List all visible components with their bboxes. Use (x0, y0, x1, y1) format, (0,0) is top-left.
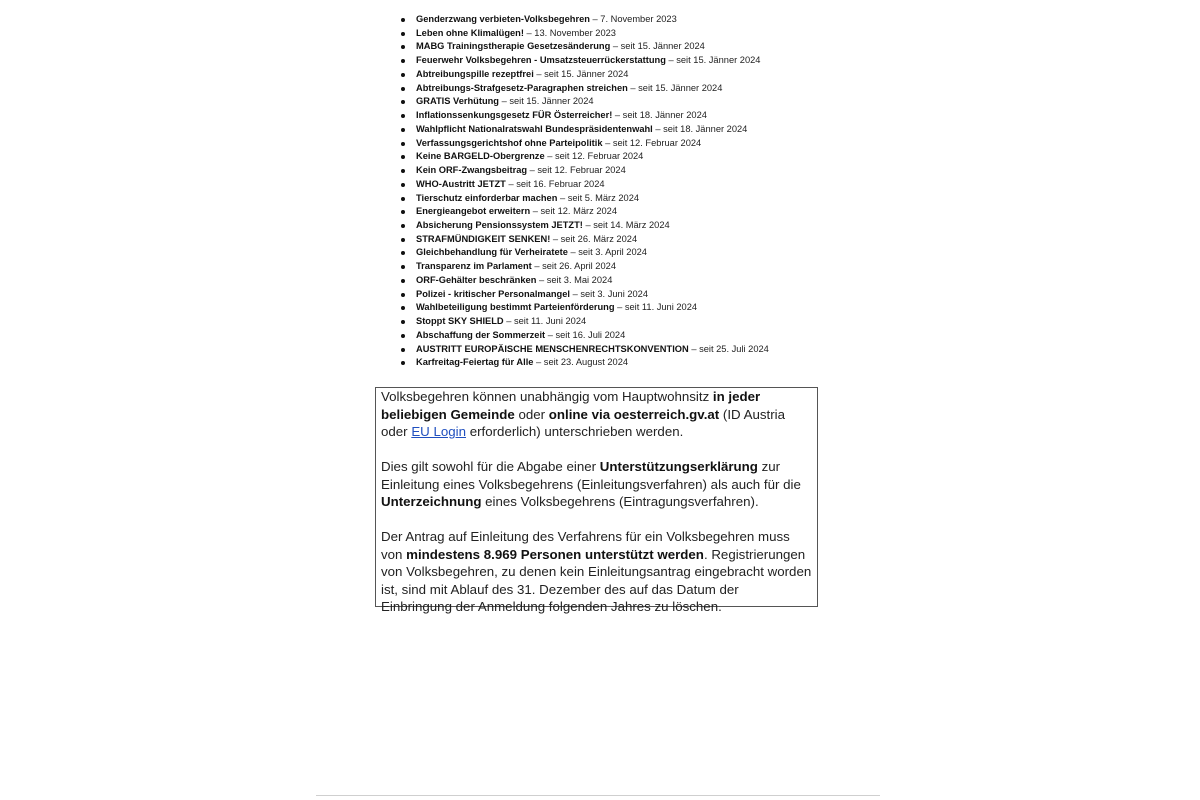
referendum-date: – seit 25. Juli 2024 (688, 343, 769, 354)
referendum-date: – seit 15. Jänner 2024 (498, 96, 594, 107)
list-item (400, 288, 820, 302)
info-text: zur Einleitung eines Volksbegehrens (Einleitungsverfahren) als auch für die (381, 459, 801, 492)
referendum-title: Stoppt SKY SHIELD (416, 316, 504, 327)
list-item (400, 246, 820, 260)
info-box (375, 387, 818, 614)
referendum-title: Keine BARGELD-Obergrenze (416, 151, 545, 162)
referendum-title: ORF-Gehälter beschränken (416, 274, 537, 285)
referendum-title: STRAFMÜNDIGKEIT SENKEN! (416, 233, 551, 244)
list-item (400, 95, 820, 109)
referendum-title: Karfreitag-Feiertag für Alle (416, 357, 534, 368)
referendum-date: – seit 23. August 2024 (533, 357, 629, 368)
referendum-date: – seit 15. Jänner 2024 (627, 82, 723, 93)
info-text: Dies gilt sowohl für die Abgabe einer (381, 459, 600, 474)
list-item (400, 356, 820, 370)
list-item (400, 329, 820, 343)
info-bold-any-municipality: in jeder beliebigen Gemeinde (381, 389, 761, 422)
footer-divider (316, 795, 880, 796)
referendum-date: – 7. November 2023 (589, 14, 677, 24)
referendum-date: – seit 15. Jänner 2024 (533, 68, 629, 79)
referendum-title: GRATIS Verhütung (416, 96, 499, 107)
list-item (400, 260, 820, 274)
list-item (400, 343, 820, 357)
referendum-title: Wahlpflicht Nationalratswahl Bundespräsidentenwahl (416, 123, 653, 134)
info-text: oder (514, 406, 549, 422)
referendum-title: Energieangebot erweitern (416, 206, 531, 217)
info-text: . Registrierungen von Volksbegehren, zu denen kein Einleitungsantrag eingebracht worden ist, sind mit Ablauf des 31. Dezember des auf das Datum der Einbringung der Anmeldung folgenden Jahres zu löschen. (381, 546, 812, 614)
info-bold-signing: Unterzeichnung (381, 494, 482, 509)
list-item (400, 219, 820, 233)
referendum-title: Feuerwehr Volksbegehren - Umsatzsteuerrückerstattung (416, 55, 666, 66)
list-item (400, 301, 820, 315)
referendum-date: – seit 11. Juni 2024 (614, 302, 698, 313)
referendum-title: Gleichbehandlung für Verheiratete (416, 247, 568, 258)
referendum-date: – seit 18. Jänner 2024 (652, 123, 748, 134)
list-item (400, 54, 820, 68)
referendum-date: – seit 26. April 2024 (531, 261, 616, 272)
referendum-date: – seit 18. Jänner 2024 (612, 110, 707, 121)
referendum-title: Abtreibungs-Strafgesetz-Paragraphen streichen (416, 82, 628, 93)
referendum-title: MABG Trainingstherapie Gesetzesänderung (416, 41, 611, 52)
referendum-date: – seit 11. Juni 2024 (503, 316, 587, 327)
list-item (400, 205, 820, 219)
list-item (400, 109, 820, 123)
referendum-list (400, 13, 820, 370)
referendum-title: Polizei - kritischer Personalmangel (416, 288, 570, 299)
referendum-title: Verfassungsgerichtshof ohne Parteipolitik (416, 137, 603, 148)
referendum-date: – seit 5. März 2024 (557, 192, 640, 203)
referendum-title: Wahlbeteiligung bestimmt Parteienförderung (416, 302, 615, 313)
referendum-title: Absicherung Pensionssystem JETZT! (416, 220, 583, 231)
info-text: erforderlich) unterschrieben werden. (466, 424, 684, 439)
referendum-title: Tierschutz einforderbar machen (416, 192, 558, 203)
list-item (400, 233, 820, 247)
list-item (400, 13, 820, 27)
info-text: (ID Austria oder (381, 406, 785, 439)
referendum-date: – 13. November 2023 (523, 27, 616, 38)
info-text: Volksbegehren können unabhängig vom Hauptwohnsitz (381, 389, 713, 404)
list-item (400, 178, 820, 192)
referendum-title: Genderzwang verbieten-Volksbegehren (416, 14, 590, 24)
referendum-title: WHO-Austritt JETZT (416, 178, 506, 189)
list-item (400, 164, 820, 178)
info-paragraph-threshold (381, 528, 812, 616)
list-item (400, 40, 820, 54)
info-paragraph-procedure (381, 458, 812, 511)
referendum-title: Inflationssenkungsgesetz FÜR Österreicher! (416, 110, 613, 121)
referendum-date: – seit 14. März 2024 (582, 220, 670, 231)
list-item (400, 137, 820, 151)
referendum-title: Transparenz im Parlament (416, 261, 532, 272)
referendum-title: Kein ORF-Zwangsbeitrag (416, 165, 528, 176)
referendum-title: AUSTRITT EUROPÄISCHE MENSCHENRECHTSKONVENTION (416, 343, 689, 354)
referendum-date: – seit 15. Jänner 2024 (665, 55, 761, 66)
referendum-date: – seit 3. April 2024 (567, 247, 647, 258)
list-item (400, 274, 820, 288)
list-item (400, 82, 820, 96)
info-paragraph-signing (381, 388, 812, 441)
info-bold-support-declaration: Unterstützungserklärung (599, 459, 758, 474)
referendum-title: Abschaffung der Sommerzeit (416, 329, 546, 340)
referendum-date: – seit 26. März 2024 (550, 233, 638, 244)
info-bold-online: online via oesterreich.gv.at (548, 406, 720, 422)
eu-login-link[interactable]: EU Login (411, 424, 467, 439)
info-text: Der Antrag auf Einleitung des Verfahrens für ein Volksbegehren muss von (381, 529, 790, 562)
referendum-date: – seit 12. Februar 2024 (602, 137, 702, 148)
referendum-date: – seit 16. Februar 2024 (505, 178, 605, 189)
referendum-title: Abtreibungspille rezeptfrei (416, 68, 534, 79)
list-item (400, 123, 820, 137)
referendum-date: – seit 12. März 2024 (530, 206, 618, 217)
referendum-date: – seit 16. Juli 2024 (545, 329, 626, 340)
list-item (400, 315, 820, 329)
referendum-date: – seit 12. Februar 2024 (527, 165, 626, 176)
referendum-date: – seit 3. Mai 2024 (536, 274, 613, 285)
list-item (400, 68, 820, 82)
referendum-title: Leben ohne Klimalügen! (416, 27, 524, 38)
referendum-date: – seit 15. Jänner 2024 (610, 41, 705, 52)
info-bold-threshold: mindestens 8.969 Personen unterstützt werden (406, 546, 704, 562)
referendum-date: – seit 3. Juni 2024 (569, 288, 649, 299)
info-text: eines Volksbegehrens (Eintragungsverfahren). (481, 494, 759, 509)
list-item (400, 150, 820, 164)
list-item (400, 27, 820, 41)
list-item (400, 192, 820, 206)
referendum-date: – seit 12. Februar 2024 (544, 151, 644, 162)
